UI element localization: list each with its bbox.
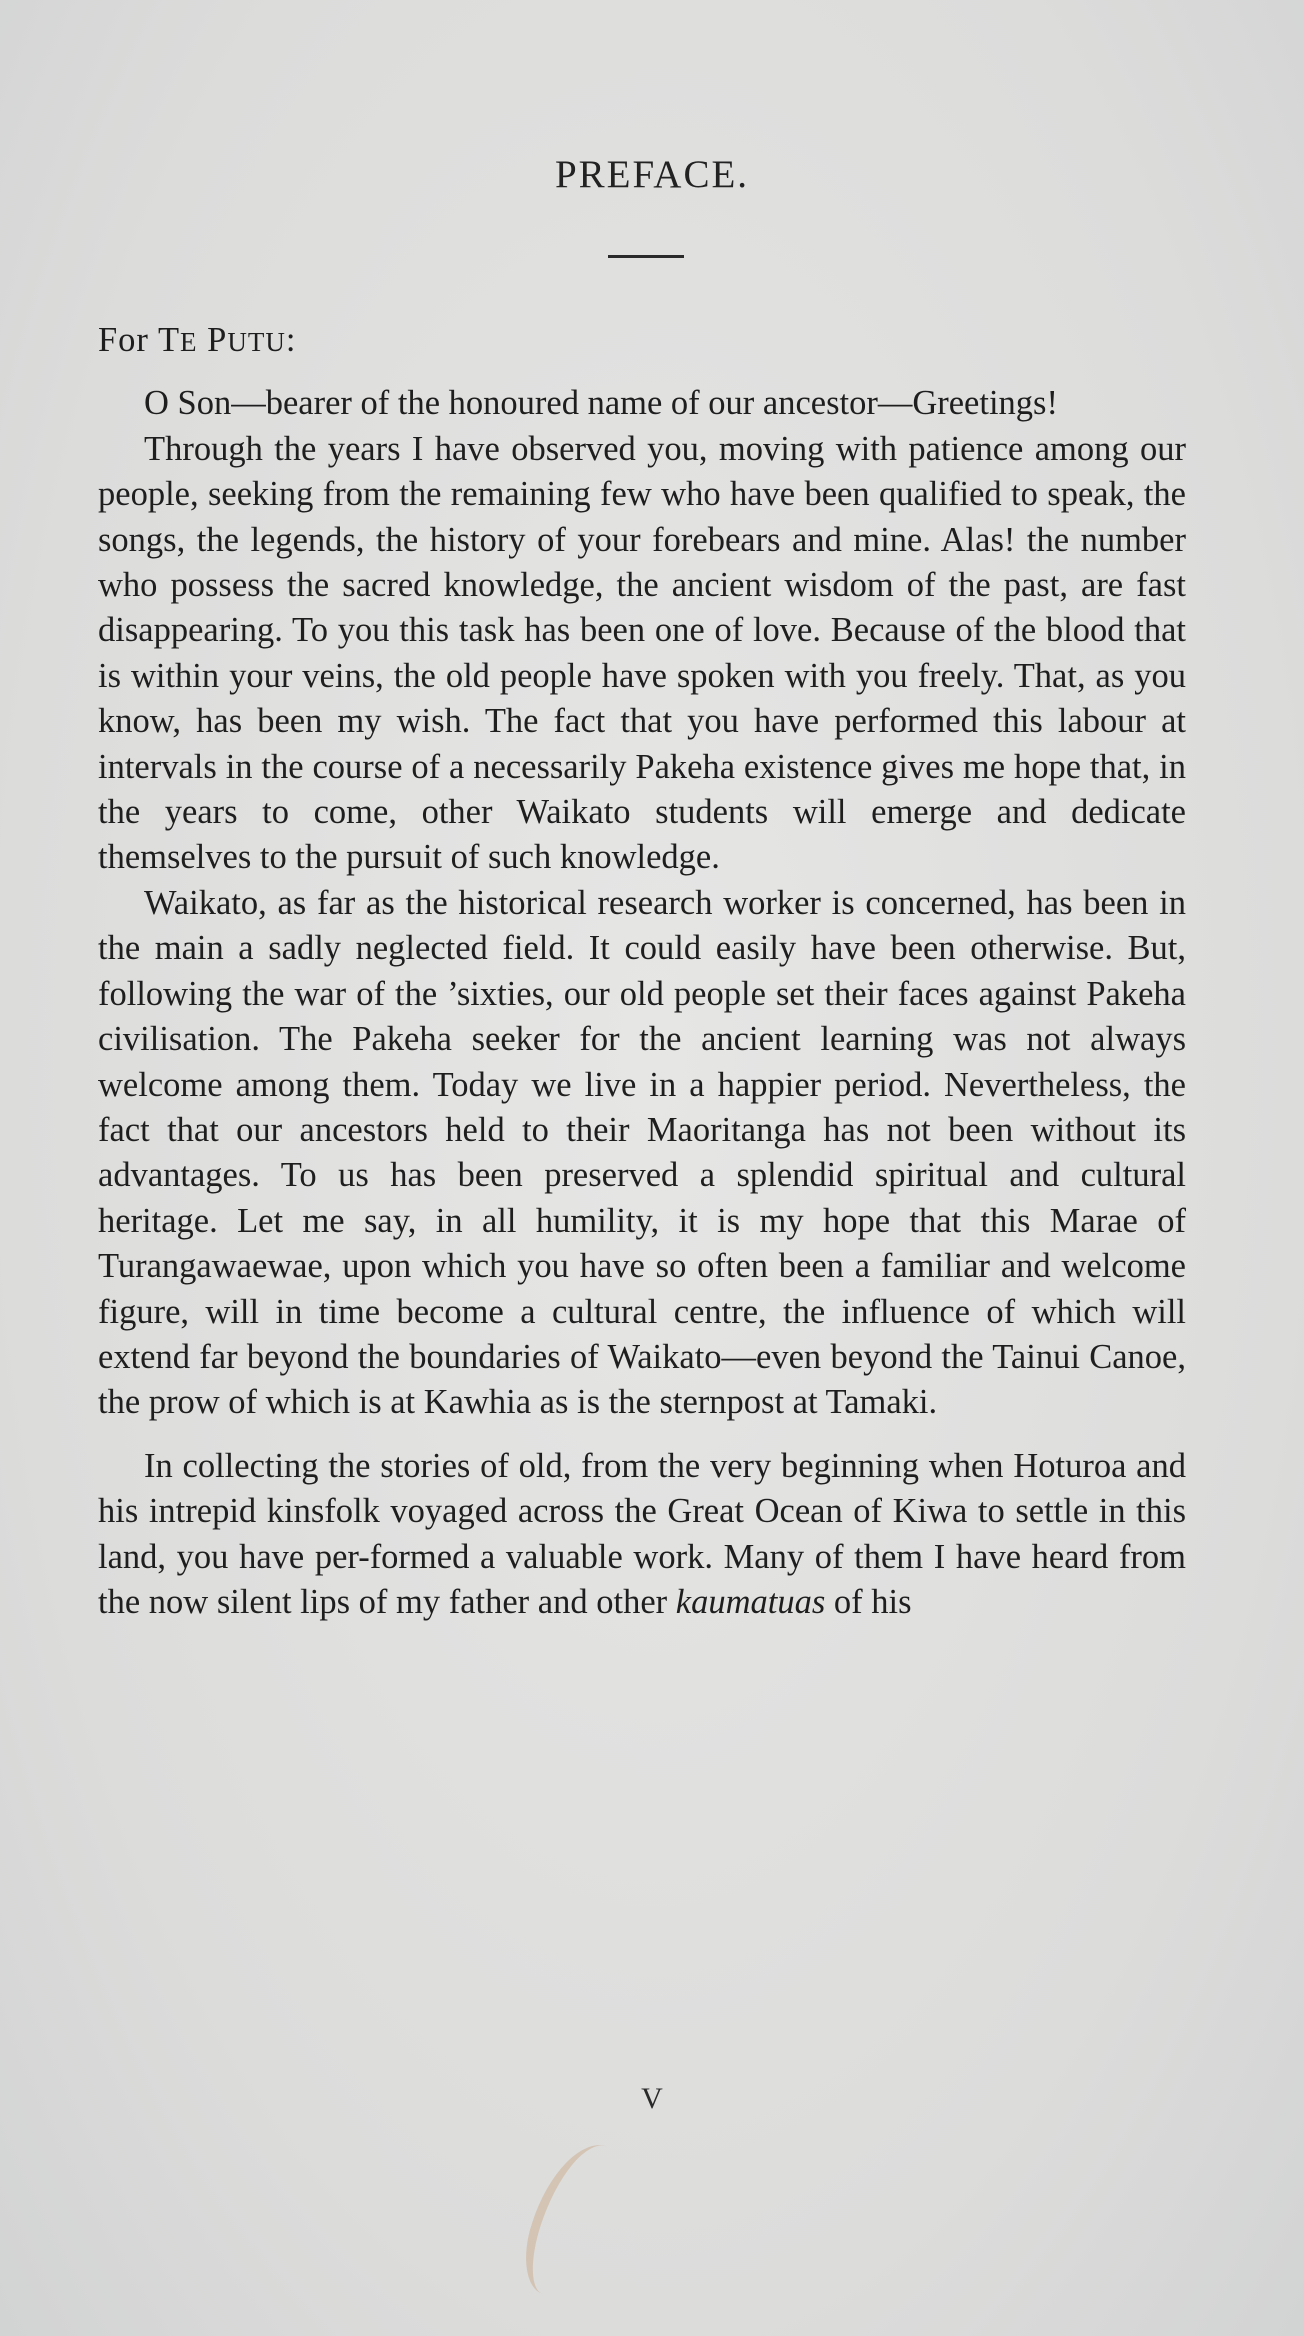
- salutation-colon: :: [285, 321, 297, 359]
- salutation: [98, 318, 1186, 365]
- salutation-prefix: For: [98, 321, 149, 359]
- salutation-name-rest-utu: UTU: [227, 327, 286, 357]
- paragraph-greeting: O Son—bearer of the honoured name of our ancestor—Greetings!: [144, 384, 1058, 423]
- paragraph-through-the-years: Through the years I have observed you, moving with patience among our people, seeking from the remaining few who have been qualified to speak, the songs, the legends, the history of your forebears and mine. Alas! the number who possess the sacred knowledge, the ancient wisdom of the past, are fast disappearing. To you this task has been one of love. Because of the blood that is within your veins, the old people have spoken with you freely. That, as you know, has been my wish. The fact that you have performed this labour at intervals in the course of a necessarily Pakeha existence gives me hope that, in the years to come, other Waikato students will emerge and dedicate themselves to the pursuit of such knowledge.: [98, 429, 1186, 877]
- paper-stain: [512, 2132, 637, 2309]
- paragraph-collecting-stories: [98, 1444, 1186, 1626]
- salutation-name-initial-t: T: [157, 321, 181, 359]
- paragraph-text-end: of his: [825, 1582, 912, 1621]
- page-title: PREFACE.: [554, 153, 750, 196]
- page-number: V: [641, 2082, 663, 2115]
- salutation-name-rest-e: E: [180, 327, 198, 357]
- italic-term: kaumatuas: [675, 1582, 826, 1621]
- paragraph-text: In collecting the stories of old, from the very beginning when Hoturoa and his intrepid kinsfolk voyaged across the Great Ocean of Kiwa to settle in this land, you have per-formed a valuable work. Many of them I have heard from the now silent lips of my father and other: [98, 1446, 1186, 1621]
- title-rule: [608, 255, 684, 258]
- paragraph-waikato: Waikato, as far as the historical research worker is concerned, has been in the main a sadly neglected field. It could easily have been otherwise. But, following the war of the ’sixties, our old people set their faces against Pakeha civilisation. The Pakeha seeker for the ancient learning was not always welcome among them. Today we live in a happier period. Nevertheless, the fact that our ancestors held to their Maoritanga has not been without its advantages. To us has been preserved a splendid spiritual and cultural heritage. Let me say, in all humility, it is my hope that this Marae of Turangawaewae, upon which you have so often been a familiar and welcome figure, will in time become a cultural centre, the influence of which will extend far beyond the boundaries of Waikato—even beyond the Tainui Canoe, the prow of which is at Kawhia as is the sternpost at Tamaki.: [98, 883, 1186, 1422]
- salutation-name-initial-p: P: [207, 321, 228, 359]
- preface-body: [98, 318, 1186, 1625]
